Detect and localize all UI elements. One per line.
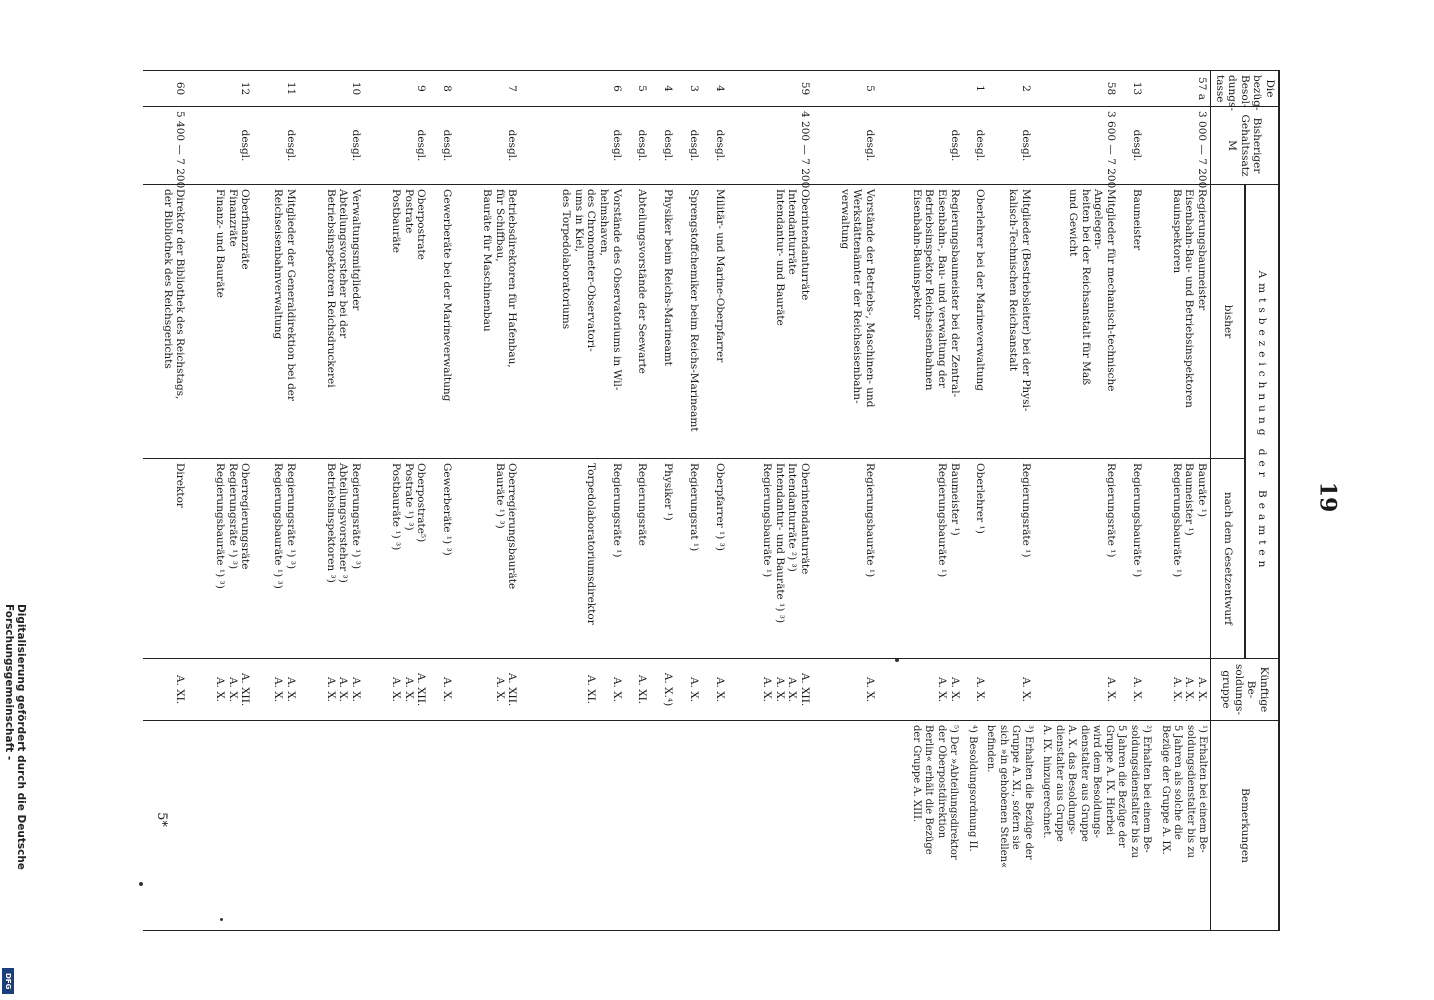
row-gruppe: A. X.⁴)	[650, 659, 676, 721]
row-bisher: Direktor der Bibliothek des Reichstags, der Bibliothek des Reichsgerichts	[143, 185, 189, 459]
row-bisher: Sprengstoffchemiker beim Reichs-Marineamt	[676, 185, 702, 459]
footnote: ⁵) Der »Abteilungsdirektor der Oberpostdirektion Berlin« erhält die Bezüge der Gruppe A. XIII.	[910, 725, 960, 860]
row-gruppe: A. XI.	[143, 659, 189, 721]
row-gruppe: A. X.	[429, 659, 455, 721]
row-gruppe: A. XII. A. X. A. X.	[364, 659, 429, 721]
row-nr: 12	[188, 71, 253, 107]
row-gehalt: 3 600 — 7 200	[1034, 107, 1119, 185]
row-gehalt: desgl.	[1119, 107, 1145, 185]
rotated-table	[161, 70, 1280, 930]
row-bisher: Mitglieder der Generaldirektion bei der Reichseisenbahnverwaltung	[253, 185, 299, 459]
row-gruppe: A. X.	[676, 659, 702, 721]
row-nach: Regierungsräte	[625, 459, 651, 659]
header-nr: Die bezüg- Besol- dungs- tasse	[1211, 71, 1279, 107]
row-bisher: Oberintendanturräte Intendanturräte Intendantur- und Bauräte	[728, 185, 813, 459]
row-bisher: Militär- und Marine-Oberpfarrer	[702, 185, 728, 459]
row-nach: Direktor	[143, 459, 189, 659]
row-nach: Regierungsrat ¹)	[676, 459, 702, 659]
header-bemerkungen: Bemerkungen	[1211, 721, 1279, 931]
row-gehalt: desgl.	[455, 107, 520, 185]
row-gruppe: A. X.	[813, 659, 878, 721]
row-gruppe: A. X.	[1119, 659, 1145, 721]
footnote: ¹) Erhalten bei einem Be- soldungsdienstalter bis zu 5 Jahren als solche die Bezüge der Gruppe A. IX.	[1159, 725, 1209, 858]
row-bisher: Mitglieder (Bestriebsleiter) bei der Physi- kalisch-Technischen Reichsanstalt	[989, 185, 1035, 459]
row-bisher: Oberfinanzräte Finanzräte Finanz- und Bauräte	[188, 185, 253, 459]
row-gehalt: desgl.	[253, 107, 299, 185]
row-nr: 4	[702, 71, 728, 107]
row-bisher: Gewerberäte bei der Marineverwaltung	[429, 185, 455, 459]
row-nach: Oberregierungsräte Regierungsräte ¹) ³) Regierungsbauräte ¹) ³)	[188, 459, 253, 659]
footnote: ⁴) Besoldungsordnung II.	[966, 725, 978, 852]
row-gehalt: desgl.	[676, 107, 702, 185]
row-nr: 8	[429, 71, 455, 107]
row-nr: 11	[253, 71, 299, 107]
row-gehalt: desgl.	[963, 107, 989, 185]
notes-cell	[143, 721, 1211, 931]
sheet-mark: 5*	[153, 812, 169, 827]
row-gehalt: 5 400 — 7 200	[143, 107, 189, 185]
row-nr: 6	[520, 71, 624, 107]
table-viewport	[161, 70, 1280, 930]
header-gehalt	[1211, 107, 1279, 185]
row-nr: 5	[625, 71, 651, 107]
row-gruppe: A. X. A. X. A. X.	[299, 659, 364, 721]
row-nr: 59	[728, 71, 813, 107]
row-gruppe: A. X.	[989, 659, 1035, 721]
row-nr: 60	[143, 71, 189, 107]
row-nr: 1	[963, 71, 989, 107]
row-gruppe: A. X.	[963, 659, 989, 721]
row-bisher: Regierungsbaumeister Eisenbahn-Bau- und Betriebsinspektoren Bauinspektoren	[1145, 185, 1211, 459]
header-bisher: bisher	[1211, 185, 1245, 459]
header-gehalt-label: Bisheriger Gehaltssatz	[1238, 114, 1264, 177]
row-nr: 57 a	[1145, 71, 1211, 107]
row-nach: Regierungsräte ¹)	[1034, 459, 1119, 659]
row-nr: 4	[650, 71, 676, 107]
row-nr: 10	[299, 71, 364, 107]
dfg-logo-icon: DFG	[2, 968, 14, 994]
row-bisher: Oberlehrer bei der Marineverwaltung	[963, 185, 989, 459]
row-gruppe: A. XII. A. X. A. X. A. X.	[728, 659, 813, 721]
row-gehalt: desgl.	[989, 107, 1035, 185]
row-gruppe: A. X. A. X. A. X.	[1145, 659, 1211, 721]
digitization-note: Digitalisierung gefördert durch die Deutsche Forschungsgemeinschaft -	[3, 604, 27, 870]
row-gehalt: desgl.	[813, 107, 878, 185]
row-nr: 2	[989, 71, 1035, 107]
salary-table	[143, 70, 1280, 931]
row-gehalt: desgl.	[429, 107, 455, 185]
row-bisher: Betriebsdirektoren für Hafenbau, für Schiffbau, Bauräte für Maschinenbau	[455, 185, 520, 459]
header-gruppe: Künftige Be- soldungs- gruppe	[1211, 659, 1279, 721]
row-nr: 7	[455, 71, 520, 107]
row-nach: Oberintendanturräte Intendanturräte ²) ³) Intendantur- und Bauräte ¹) ³) Regierungsbauräte ¹)	[728, 459, 813, 659]
table-row	[1145, 71, 1211, 931]
row-bisher: Baumeister	[1119, 185, 1145, 459]
row-gehalt: desgl.	[299, 107, 364, 185]
row-bisher: Vorstände des Observatoriums in Wil- helmshaven, des Chronometer-Observatori- ums in Kiel, des Torpedolaboratoriums	[520, 185, 624, 459]
row-gehalt: desgl.	[650, 107, 676, 185]
row-gehalt: desgl.	[364, 107, 429, 185]
row-nr: 5	[813, 71, 878, 107]
row-nach: Physiker ¹)	[650, 459, 676, 659]
row-gruppe: A. X. A. X.	[878, 659, 963, 721]
row-nach: Gewerberäte ¹) ³)	[429, 459, 455, 659]
header-gehalt-unit: M	[1226, 140, 1239, 151]
row-nach: Baumeister ¹) Regierungsbauräte ¹)	[878, 459, 963, 659]
header-amtsbezeichnung: Amtsbezeichnung der Beamten	[1245, 185, 1279, 659]
header-nach: nach dem Gesetzentwurf	[1211, 459, 1245, 659]
row-gehalt: desgl.	[878, 107, 963, 185]
row-gruppe: A. XII. A. X. A. X.	[188, 659, 253, 721]
row-gehalt: desgl.	[520, 107, 624, 185]
row-nr	[878, 71, 963, 107]
row-bisher: Vorstände der Betriebs-, Maschinen- und Werkstättenämter der Reichseisenbahn- verwaltung	[813, 185, 878, 459]
row-gehalt: desgl.	[702, 107, 728, 185]
row-nach: Oberlehrer ¹)	[963, 459, 989, 659]
row-gehalt: 3 000 — 7 200	[1145, 107, 1211, 185]
row-gehalt: 4 200 — 7 200	[728, 107, 813, 185]
row-nach: Regierungsräte ¹)	[989, 459, 1035, 659]
row-nr: 58	[1034, 71, 1119, 107]
row-nr: 13	[1119, 71, 1145, 107]
row-nach: Oberpfarrer ¹) ³)	[702, 459, 728, 659]
row-nach: Bauräte ¹) Baumeister ¹) Regierungsbauräte ¹)	[1145, 459, 1211, 659]
row-nach: Regierungsräte ¹) ³) Regierungsbauräte ¹) ³)	[253, 459, 299, 659]
row-bisher: Abteilungsvorstände der Seewarte	[625, 185, 651, 459]
row-nr: 9	[364, 71, 429, 107]
row-gehalt: desgl.	[188, 107, 253, 185]
row-nach: Oberregierungsbauräte Bauräte ¹) ³)	[455, 459, 520, 659]
row-gruppe: A. X. A. XI.	[520, 659, 624, 721]
row-gehalt: desgl.	[625, 107, 651, 185]
row-gruppe: A. X. A. X.	[253, 659, 299, 721]
row-nach: Regierungsbauräte ¹)	[1119, 459, 1145, 659]
footnote: ²) Erhalten bei einem Be- soldungsdienstalter bis zu 5 Jahren die Bezüge der Gruppe A. IX. Hierbei wird dem Besoldungs- dienstalter aus Gruppe A. X. das Besoldungs- dienstalter aus Gruppe A. IX. hinzugerechnet.	[1041, 725, 1153, 858]
row-nr: 3	[676, 71, 702, 107]
row-bisher: Regierungsbaumeister bei der Zentral- Eisenbahn-, Bau- und verwaltung der Betriebsinspektor Reichseisenbahnen Eisenbahn-Bauinspektor	[878, 185, 963, 459]
row-nach: Regierungsräte ¹) Torpedolaboratoriumsdirektor	[520, 459, 624, 659]
row-gruppe: A. X.	[1034, 659, 1119, 721]
row-bisher: Mitglieder für mechanisch-technische Angelegen- heiten bei der Reichsanstalt für Maß und Gewicht	[1034, 185, 1119, 459]
row-bisher: Verwaltungsmitglieder Abteilungsvorsteher bei der Betriebsinspektoren Reichsdruckerei	[299, 185, 364, 459]
footnote: ³) Erhalten die Bezüge der Gruppe A. XI., sofern sie sich »in gehobenen Stellen« befinden.	[985, 725, 1034, 869]
page-number: 19	[1314, 481, 1341, 513]
row-nach: Regierungsräte ¹) ³) Abteilungsvorsteher ³) Betriebsinspektoren ³)	[299, 459, 364, 659]
row-nach: Oberpostrate⁵) Postrate ¹) ³) Postbauräte ¹) ³)	[364, 459, 429, 659]
row-nach: Regierungsbauräte ¹)	[813, 459, 878, 659]
row-bisher: Oberpostrate Postrate Postbauräte	[364, 185, 429, 459]
row-gruppe: A. XI.	[625, 659, 651, 721]
row-gruppe: A. XII. A. X.	[455, 659, 520, 721]
row-gruppe: A. X.	[702, 659, 728, 721]
row-bisher: Physiker beim Reichs-Marineamt	[650, 185, 676, 459]
